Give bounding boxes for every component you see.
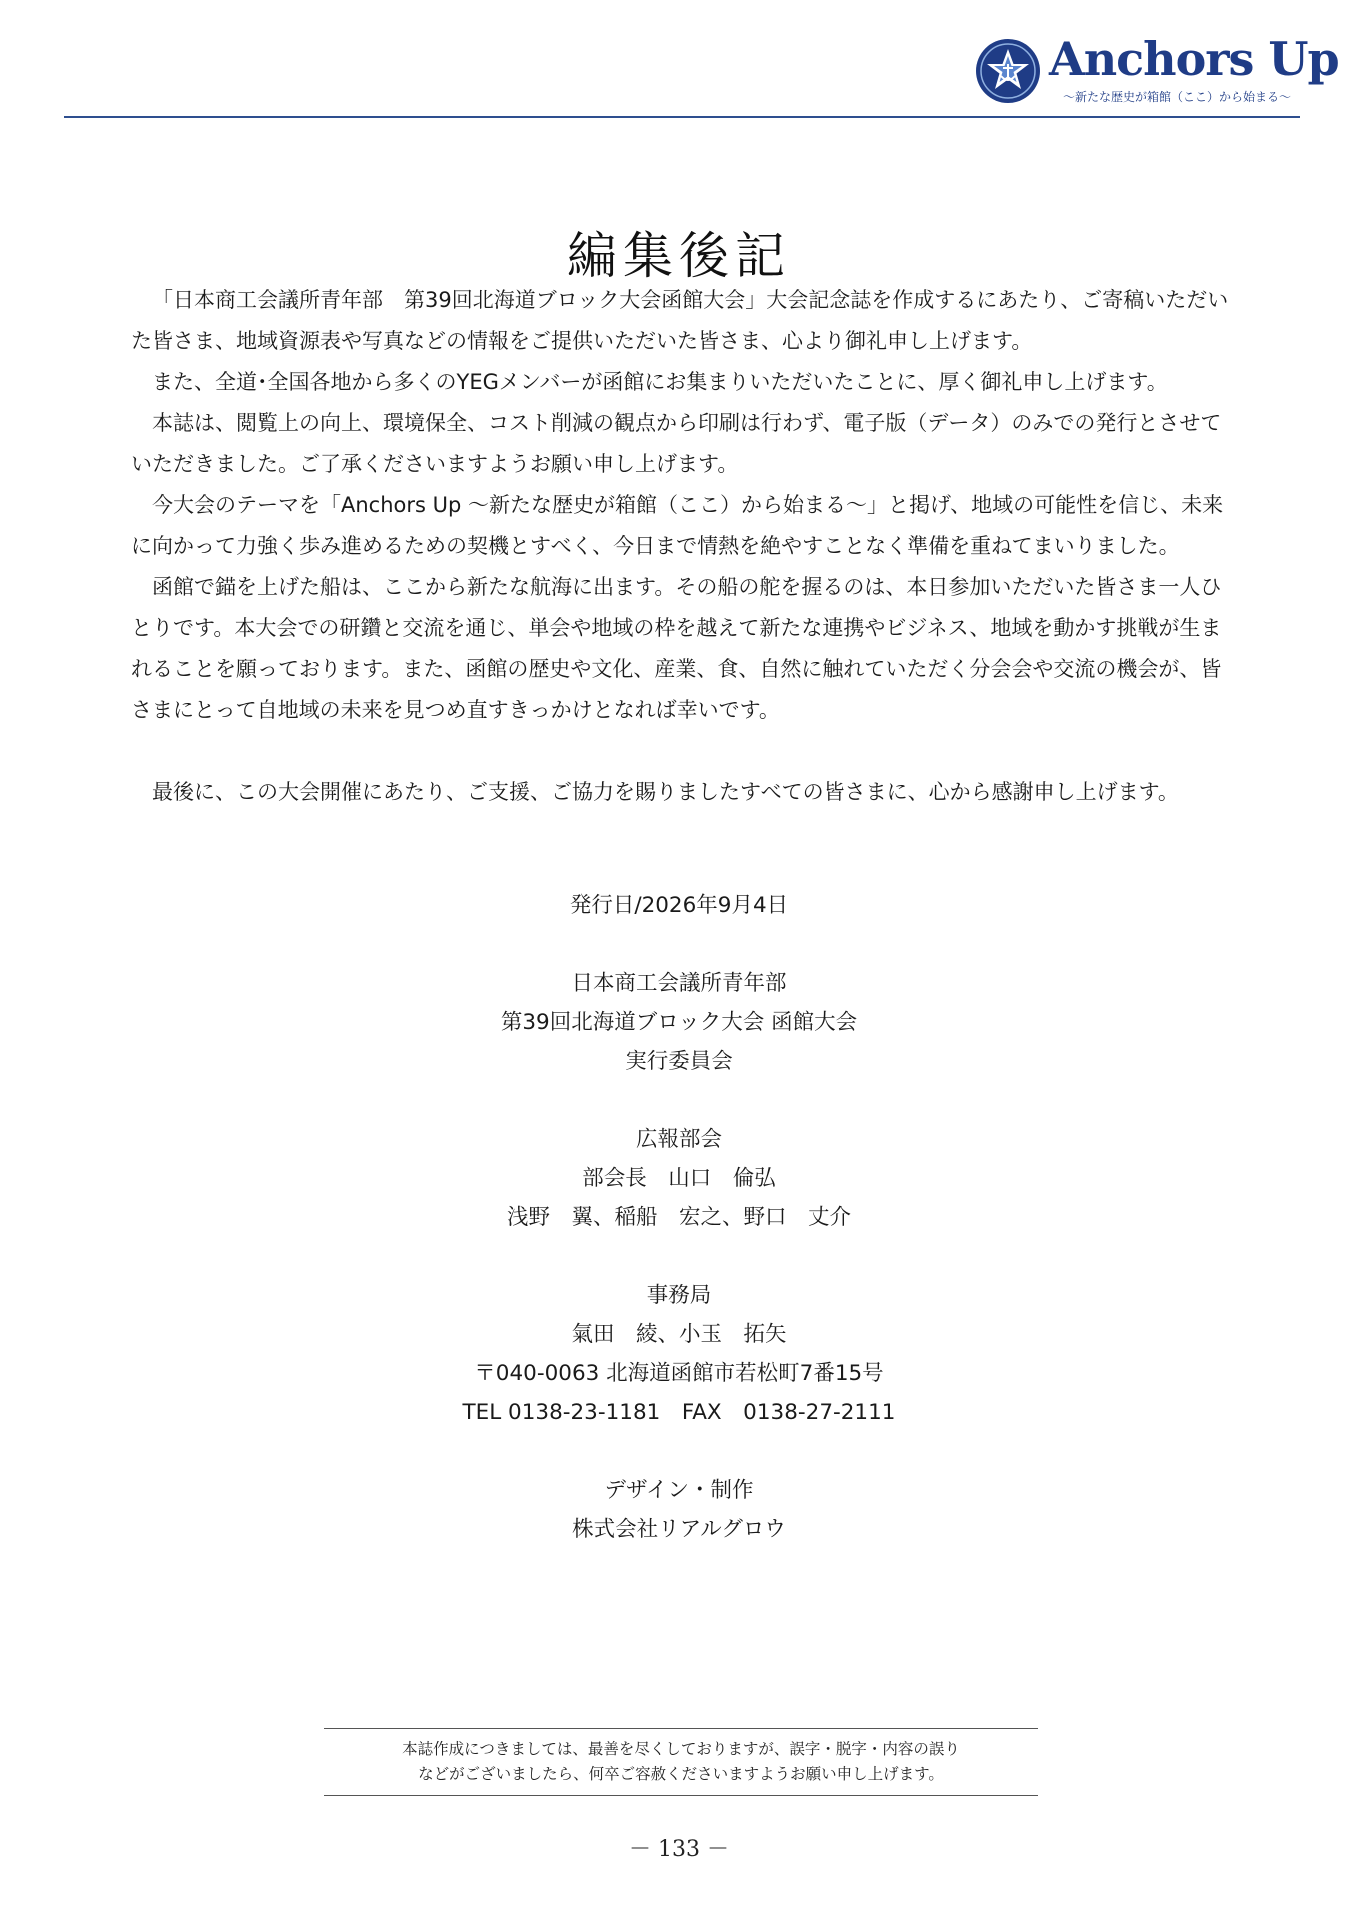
org-line: 実行委員会 [625,1049,733,1074]
organization-block [0,964,1358,1081]
page-header [0,0,1358,120]
header-divider [64,116,1300,118]
star-anchor-emblem-icon [975,38,1041,104]
paragraph-3: 本誌は、閲覧上の向上、環境保全、コスト削減の観点から印刷は行わず、電子版（データ）のみでの発行とさせていただきました。ご了承くださいますようお願い申し上げます。 [131,411,1222,476]
secretariat-line: 氣田 綾、小玉 拓矢 [571,1322,787,1347]
paragraph-2: また、全道･全国各地から多くのYEGメンバーが函館にお集まりいただいたことに、厚く御礼申し上げます。 [152,370,1168,394]
org-line: 第39回北海道ブロック大会 函館大会 [500,1010,858,1035]
disclaimer-text [324,1737,1038,1787]
issue-date-block [0,886,1358,925]
disclaimer-line: などがございましたら、何卒ご容赦くださいますようお願い申し上げます。 [418,1765,944,1783]
paragraph-4: 今大会のテーマを「Anchors Up 〜新たな歴史が箱館（ここ）から始まる〜」と掲げ、地域の可能性を信じ、未来に向かって力強く歩み進めるための契機とすべく、今日まで情熱を絶やすことなく準備を重ねてまいりました。 [131,493,1224,558]
disclaimer-line: 本誌作成につきましては、最善を尽くしておりますが、誤字・脱字・内容の誤り [402,1740,960,1758]
pr-committee-line: 部会長 山口 倫弘 [582,1166,776,1191]
issue-date: 発行日/2026年9月4日 [569,893,789,918]
secretariat-phone: TEL 0138-23-1181 FAX 0138-27-2111 [462,1400,896,1425]
logo-tagline: 〜新たな歴史が箱館（ここ）から始まる〜 [1063,90,1292,104]
pr-committee-line: 浅野 翼、稲船 宏之、野口 丈介 [506,1205,851,1230]
design-credit-block [0,1471,1358,1549]
paragraph-1: 「日本商工会議所青年部 第39回北海道ブロック大会函館大会」大会記念誌を作成するにあたり、ご寄稿いただいた皆さま、地域資源表や写真などの情報をご提供いただいた皆さま、心より御礼申し上げます。 [131,288,1229,353]
colophon [0,886,1358,1588]
secretariat-block [0,1276,1358,1432]
anchors-up-logo [975,32,1339,110]
secretariat-address: 〒040-0063 北海道函館市若松町7番15号 [474,1361,884,1386]
secretariat-line: 事務局 [646,1283,712,1308]
logo-wordmark: Anchors Up [1049,32,1339,86]
design-credit-line: 株式会社リアルグロウ [572,1517,786,1542]
page-title: 編集後記 [567,226,791,285]
page-number: － 133 － [629,1837,729,1862]
paragraph-6: 最後に、この大会開催にあたり、ご支援、ご協力を賜りましたすべての皆さまに、心から感謝申し上げます。 [152,780,1179,804]
design-credit-line: デザイン・制作 [604,1478,754,1503]
org-line: 日本商工会議所青年部 [571,971,787,996]
disclaimer-box [324,1728,1038,1796]
editorial-body [131,280,1241,813]
pr-committee-block [0,1120,1358,1237]
pr-committee-line: 広報部会 [635,1127,722,1152]
paragraph-5: 函館で錨を上げた船は、ここから新たな航海に出ます。その船の舵を握るのは、本日参加いただいた皆さま一人ひとりです。本大会での研鑽と交流を通じ、単会や地域の枠を越えて新たな連携やビジネス、地域を動かす挑戦が生まれることを願っております。また、函館の歴史や文化、産業、食、自然に触れていただく分会会や交流の機会が、皆さまにとって自地域の未来を見つめ直すきっかけとなれば幸いです。 [131,575,1222,722]
